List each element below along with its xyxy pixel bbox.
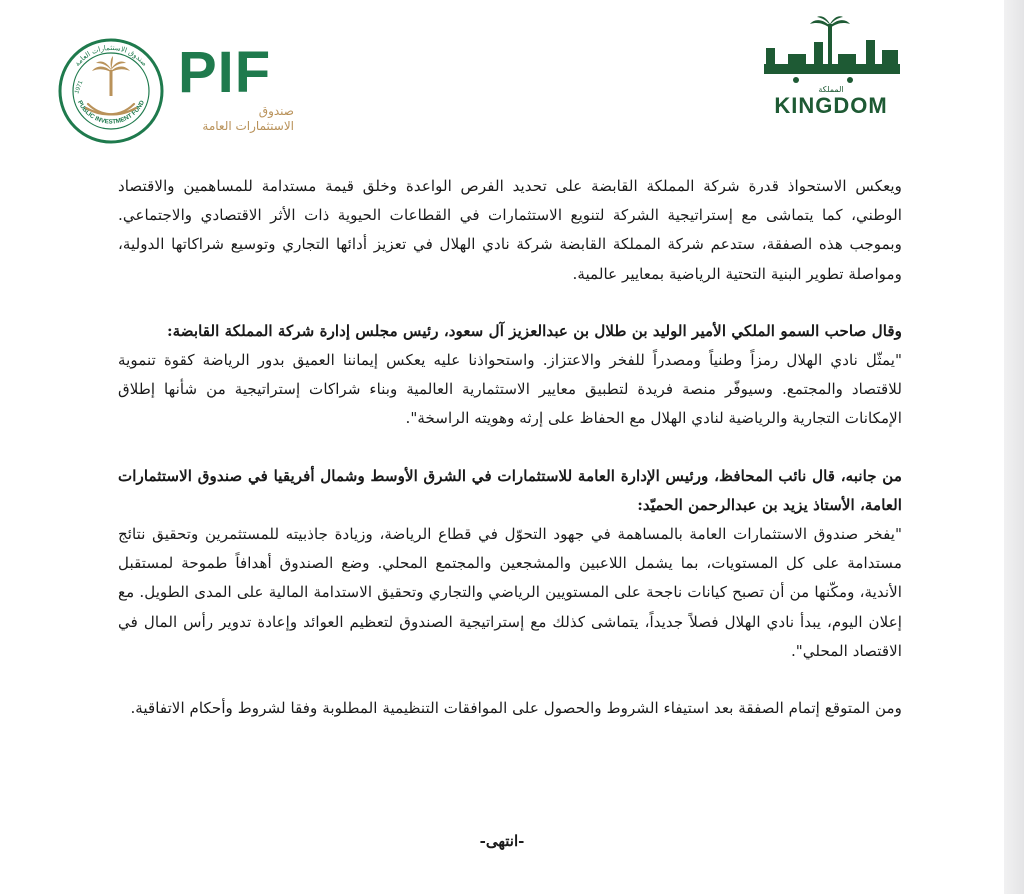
kingdom-latin-name: KINGDOM (774, 93, 888, 118)
page-edge (1004, 0, 1024, 894)
pif-logo (178, 42, 308, 142)
kingdom-arabic-name: المملكة (818, 85, 844, 94)
speaker1-intro: وقال صاحب السمو الملكي الأمير الوليد بن طلال بن عبدالعزيز آل سعود، رئيس مجلس إدارة شركة المملكة القابضة: (167, 321, 902, 340)
end-marker: -انتهى- (479, 832, 525, 850)
speaker2-quote: "يفخر صندوق الاستثمارات العامة بالمساهمة في جهود التحوّل في قطاع الرياضة، وزيادة جاذبيته للمستثمرين وتحقيق نتائج مستدامة على كل المستويات، بما يشمل اللاعبين والمشجعين والمجتمع المحلي. وضع الصندوق أهدافاً طموحة لمستقبل الأندية، ومكّنها من أن تصبح كيانات ناجحة على المستويين الرياضي والتجاري وتحقيق الاستدامة المالية على المدى الطويل. مع إعلان اليوم، يبدأ نادي الهلال فصلاً جديداً، يتماشى كذلك مع إستراتيجية الصندوق لتعظيم العوائد وإعادة تدوير رأس المال في الاقتصاد المحلي". (118, 525, 902, 660)
pif-arabic-name (184, 104, 294, 134)
paragraph-acquisition: ويعكس الاستحواذ قدرة شركة المملكة القابضة على تحديد الفرص الواعدة وخلق قيمة مستدامة للمساهمين والاقتصاد الوطني، كما يتماشى مع إستراتيجية الشركة لتنويع الاستثمارات في القطاعات الحيوية ذات الأثر الاقتصادي والاجتماعي. وبموجب هذه الصفقة، ستدعم شركة المملكة القابضة شركة نادي الهلال في تعزيز أدائها التجاري وتوسيع شراكاتها الدولية، ومواصلة تطوير البنية التحتية الرياضية بمعايير عالمية. (118, 177, 902, 283)
pif-letters: PIF (178, 40, 272, 105)
seal-year: 1971 (74, 80, 85, 95)
press-release-body (118, 172, 902, 751)
closing-paragraph: ومن المتوقع إتمام الصفقة بعد استيفاء الشروط والحصول على الموافقات التنظيمية المطلوبة وفقا لشروط وأحكام الاتفاقية. (130, 699, 902, 718)
kingdom-arabic-emblem (758, 14, 904, 94)
seal-english-ring-text: PUBLIC INVESTMENT FUND (76, 99, 146, 126)
kingdom-holding-logo (758, 14, 904, 118)
pif-arabic-line1: صندوق (258, 104, 294, 118)
pif-arabic-line2: الاستثمارات العامة (202, 119, 294, 133)
speaker2-intro: من جانبه، قال نائب المحافظ، ورئيس الإدارة العامة للاستثمارات في الشرق الأوسط وشمال أفريقيا في صندوق الاستثمارات العامة، الأستاذ يزيد بن عبدالرحمن الحميّد: (118, 466, 902, 514)
pif-seal-logo (58, 38, 164, 144)
speaker1-quote: "يمثّل نادي الهلال رمزاً وطنياً ومصدراً للفخر والاعتزاز. واستحواذنا عليه يعكس إيماننا العميق بدور الرياضة كقوة تنموية للاقتصاد والمجتمع. وسيوفّر منصة فريدة لتطبيق معايير الاستثمارية العالمية وبناء شراكات إستراتيجية من شأنها إطلاق الإمكانات التجارية والرياضية لنادي الهلال مع الحفاظ على إرثه وهويته الراسخة". (118, 351, 902, 428)
seal-arabic-ring-text: صندوق الاستثمارات العامة (73, 43, 149, 68)
